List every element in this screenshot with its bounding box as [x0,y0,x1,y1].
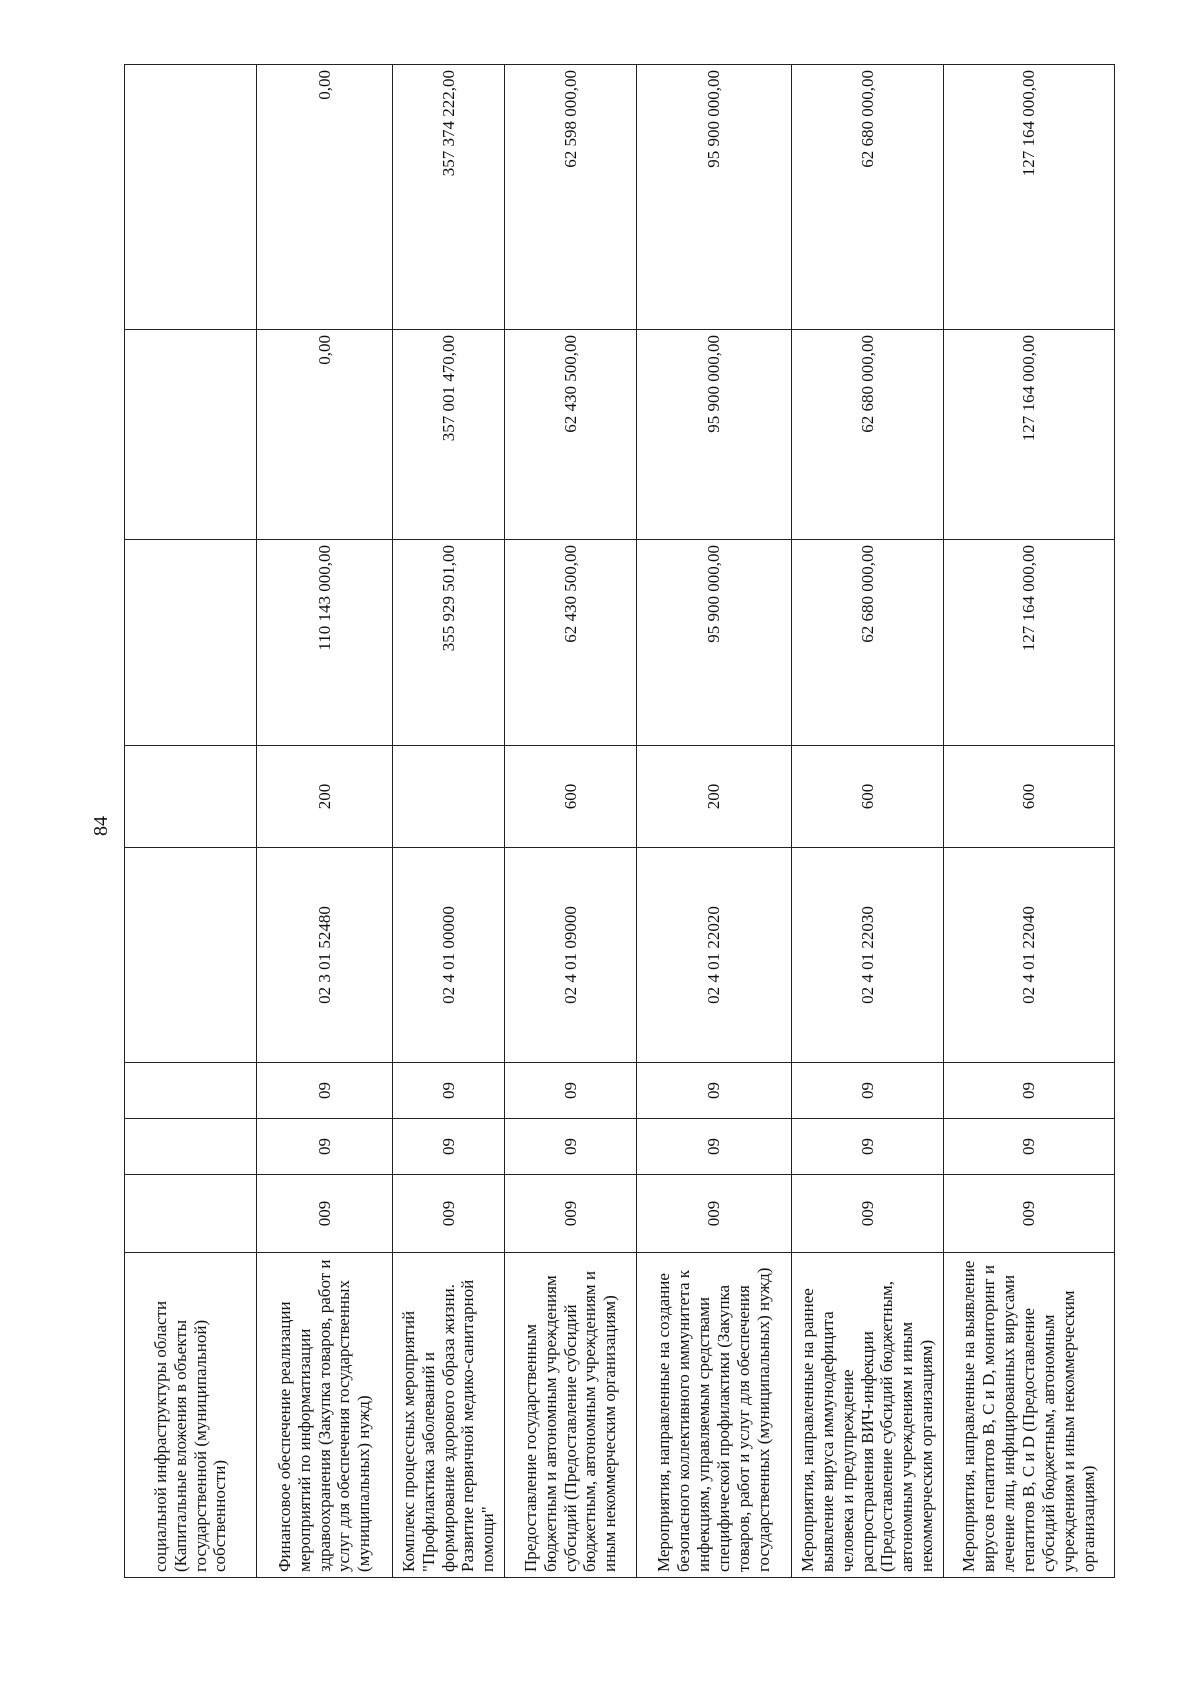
amount-year-1: 110 143 000,00 [257,540,393,746]
subsection-code: 09 [505,1063,637,1119]
expense-type-code [393,746,505,848]
expense-type-code: 600 [792,746,944,848]
budget-table [124,64,1115,1578]
ministry-code: 009 [505,1175,637,1253]
amount-year-3: 127 164 000,00 [944,65,1115,330]
section-code: 09 [637,1119,792,1175]
row-description: Предоставление государственным бюджетным и автономным учреждениям субсидий (Предоставление субсидий бюджетным, автономным учреждениям и иным некоммерческим организациям) [505,1253,637,1578]
amount-year-1: 95 900 000,00 [637,540,792,746]
section-code: 09 [944,1119,1115,1175]
section-code [125,1119,257,1175]
target-article-code [125,848,257,1063]
amount-year-3: 357 374 222,00 [393,65,505,330]
table-body [125,65,1115,1578]
expense-type-code: 600 [944,746,1115,848]
subsection-code: 09 [393,1063,505,1119]
section-code: 09 [505,1119,637,1175]
subsection-code: 09 [637,1063,792,1119]
expense-type-code [125,746,257,848]
target-article-code: 02 3 01 52480 [257,848,393,1063]
amount-year-3: 0,00 [257,65,393,330]
target-article-code: 02 4 01 22030 [792,848,944,1063]
table-row [257,65,393,1578]
amount-year-1: 62 430 500,00 [505,540,637,746]
rotated-table-container [124,65,1114,1578]
amount-year-2: 62 430 500,00 [505,330,637,540]
amount-year-3: 62 598 000,00 [505,65,637,330]
subsection-code: 09 [792,1063,944,1119]
row-description: Мероприятия, направленные на раннее выявление вируса иммунодефицита человека и предупреждение распространения ВИЧ-инфекции (Предоставление субсидий бюджетным, автономным учреждениям и иным некоммерческим организациям) [792,1253,944,1578]
expense-type-code: 200 [257,746,393,848]
amount-year-1: 127 164 000,00 [944,540,1115,746]
row-description: социальной инфраструктуры области (Капитальные вложения в объекты государственной (муниципальной) собственности) [125,1253,257,1578]
amount-year-1: 355 929 501,00 [393,540,505,746]
page-number: 84 [90,816,112,836]
subsection-code: 09 [944,1063,1115,1119]
ministry-code: 009 [637,1175,792,1253]
amount-year-2: 95 900 000,00 [637,330,792,540]
row-description: Мероприятия, направленные на создание безопасного коллективного иммунитета к инфекциям, управляемым средствами специфической профилактики (Закупка товаров, работ и услуг для обеспечения государственных (муниципальных) нужд) [637,1253,792,1578]
amount-year-2 [125,330,257,540]
target-article-code: 02 4 01 09000 [505,848,637,1063]
row-description: Финансовое обеспечение реализации мероприятий по информатизации здравоохранения (Закупка товаров, работ и услуг для обеспечения государственных (муниципальных) нужд) [257,1253,393,1578]
target-article-code: 02 4 01 22020 [637,848,792,1063]
table-row [944,65,1115,1578]
target-article-code: 02 4 01 22040 [944,848,1115,1063]
section-code: 09 [393,1119,505,1175]
expense-type-code: 600 [505,746,637,848]
table-row [792,65,944,1578]
table-row [505,65,637,1578]
section-code: 09 [257,1119,393,1175]
ministry-code: 009 [792,1175,944,1253]
row-description: Комплекс процессных мероприятий "Профилактика заболеваний и формирование здорового образа жизни. Развитие первичной медико-санитарной помощи" [393,1253,505,1578]
ministry-code: 009 [944,1175,1115,1253]
amount-year-3 [125,65,257,330]
amount-year-3: 95 900 000,00 [637,65,792,330]
ministry-code [125,1175,257,1253]
ministry-code: 009 [393,1175,505,1253]
table-row [393,65,505,1578]
amount-year-2: 0,00 [257,330,393,540]
amount-year-2: 357 001 470,00 [393,330,505,540]
table-row [125,65,257,1578]
amount-year-3: 62 680 000,00 [792,65,944,330]
amount-year-2: 127 164 000,00 [944,330,1115,540]
amount-year-1 [125,540,257,746]
table-row [637,65,792,1578]
subsection-code: 09 [257,1063,393,1119]
ministry-code: 009 [257,1175,393,1253]
section-code: 09 [792,1119,944,1175]
target-article-code: 02 4 01 00000 [393,848,505,1063]
amount-year-2: 62 680 000,00 [792,330,944,540]
subsection-code [125,1063,257,1119]
row-description: Мероприятия, направленные на выявление вирусов гепатитов B, C и D, мониторинг и лечение лиц, инфицированных вирусами гепатитов B, C и D (Предоставление субсидий бюджетным, автономным учреждениям и иным некоммерческим организациям) [944,1253,1115,1578]
amount-year-1: 62 680 000,00 [792,540,944,746]
expense-type-code: 200 [637,746,792,848]
